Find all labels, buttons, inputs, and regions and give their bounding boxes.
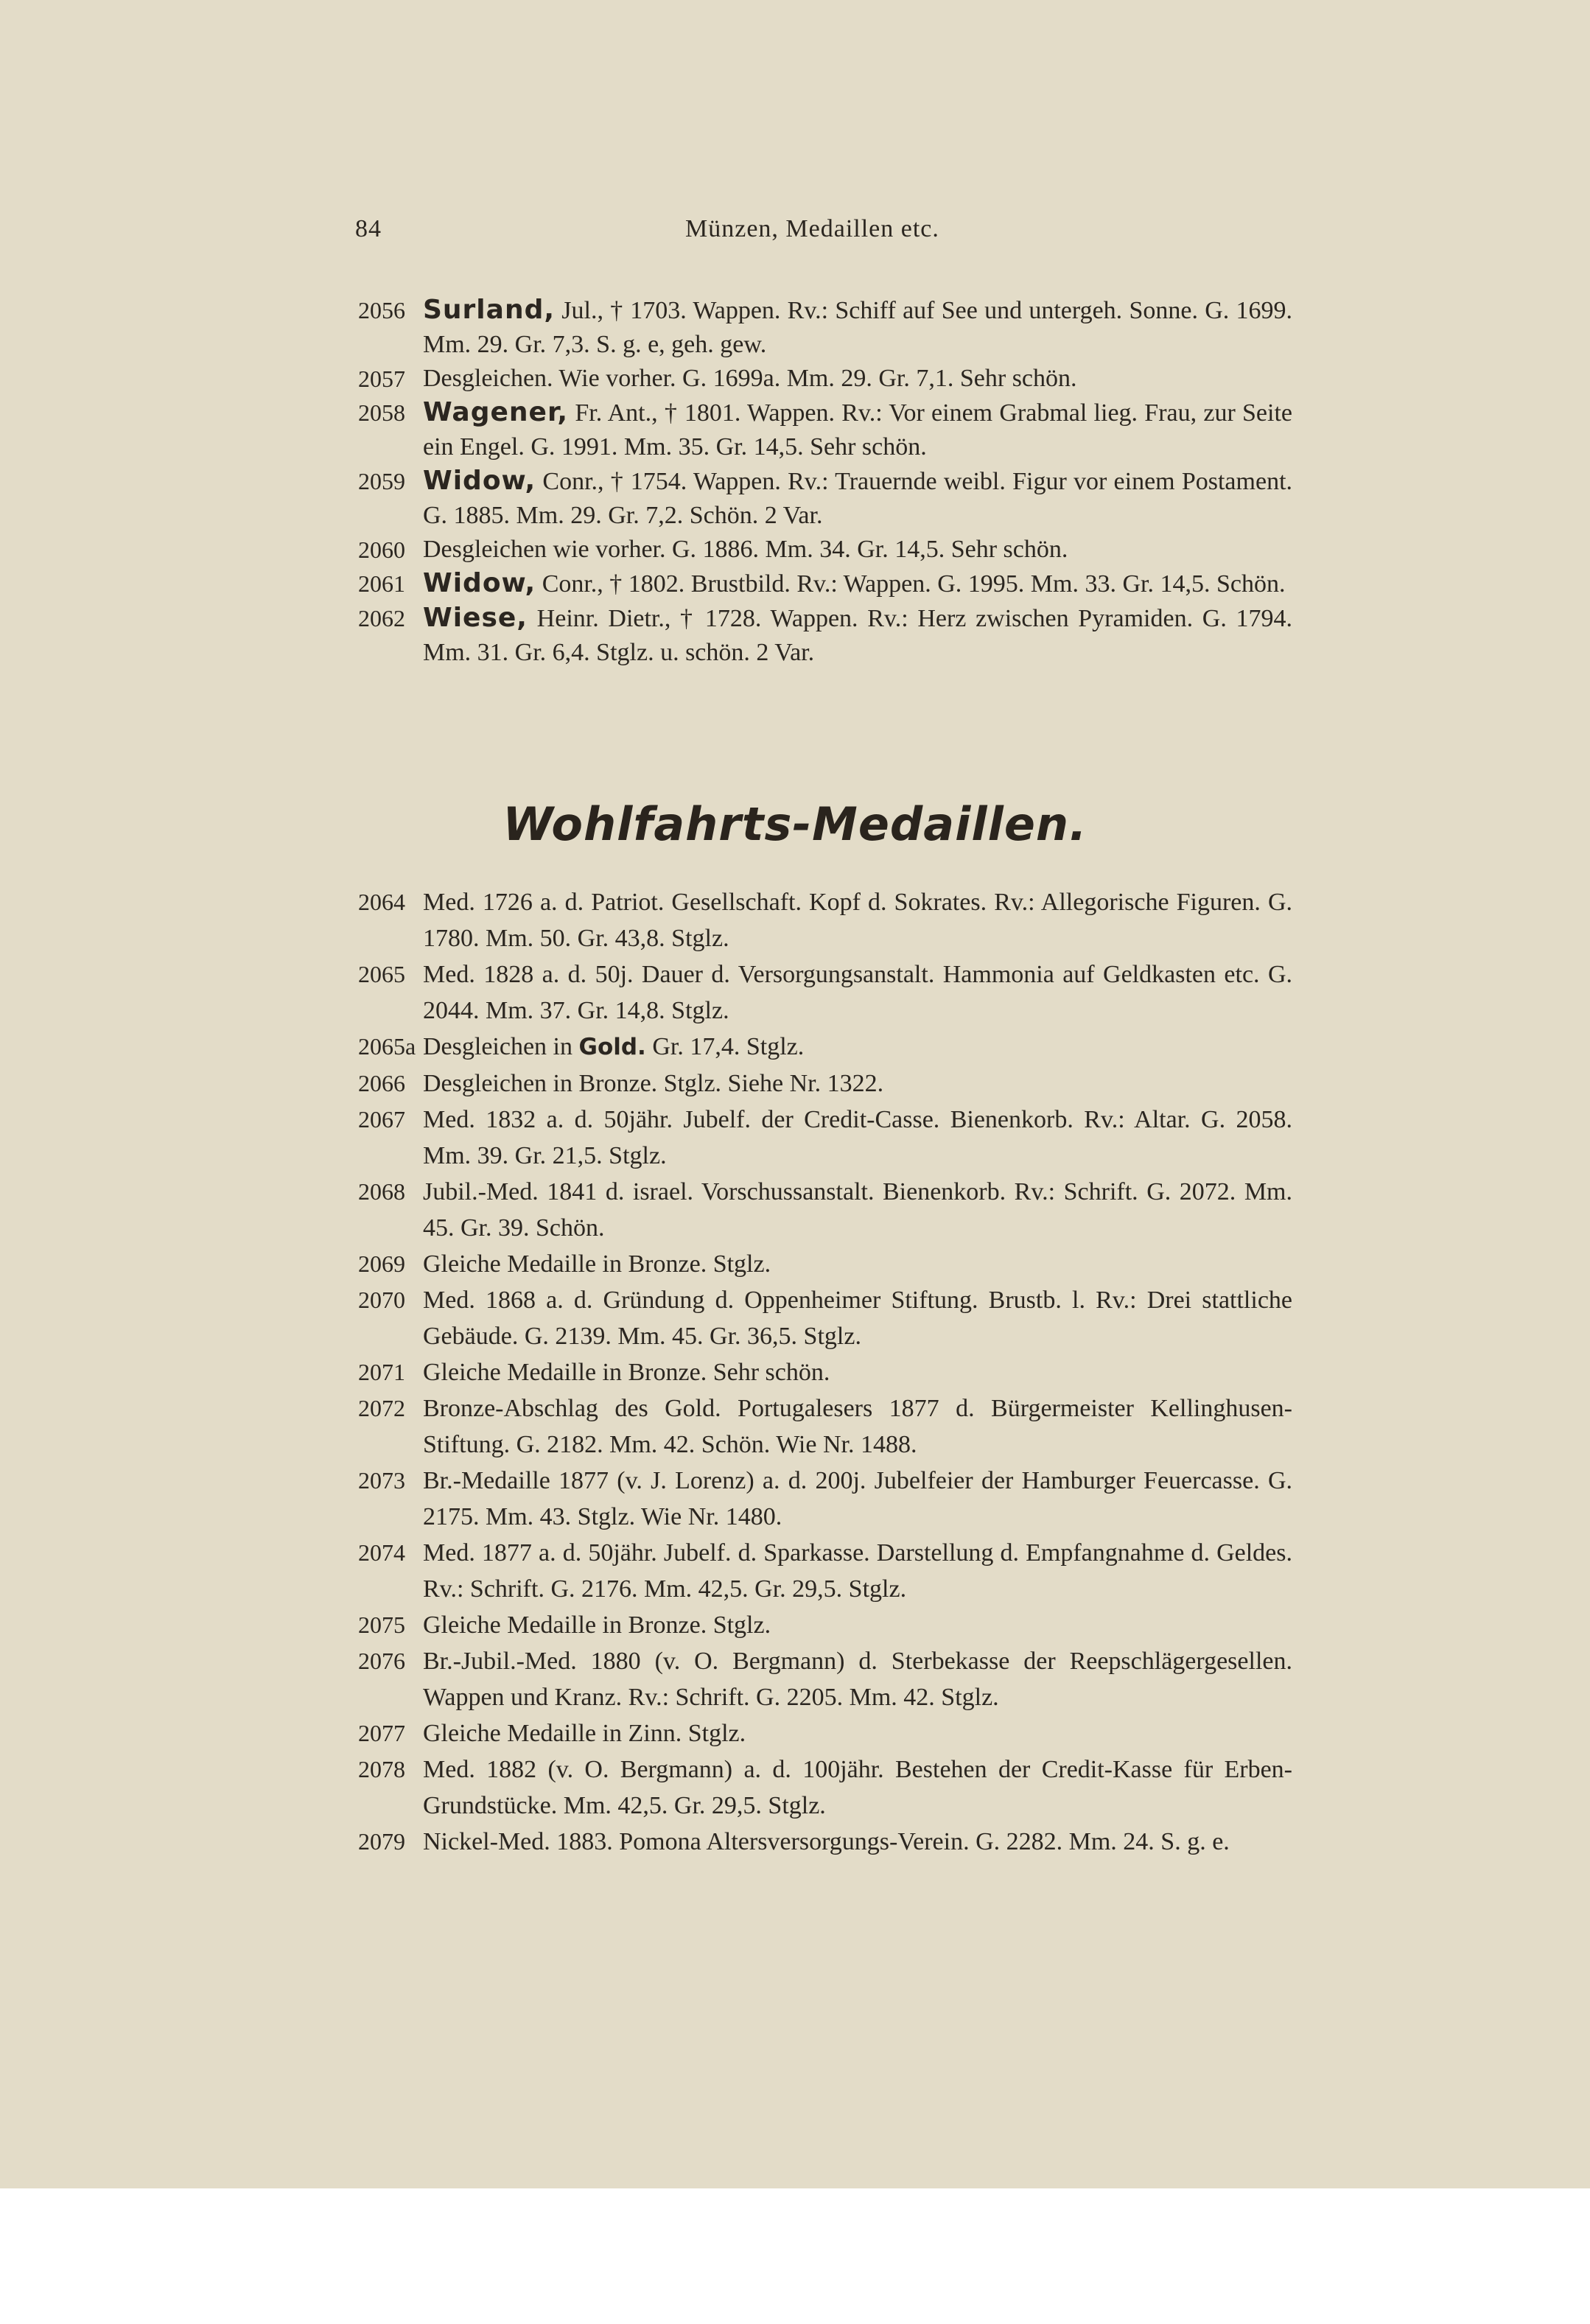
running-title: Münzen, Medaillen etc. [685,215,939,242]
entry-text: Jul., † 1703. Wappen. Rv.: Schiff auf See und untergeh. Sonne. G. 1699. Mm. 29. Gr. 7,3. S. g. e, geh. gew. [423,297,1293,358]
entry-number: 2064 [358,889,405,915]
entry-number: 2066 [358,1070,405,1096]
catalogue-entry [0,1174,1292,1246]
entry-text: Med. 1726 a. d. Patriot. Gesellschaft. Kopf d. Sokrates. Rv.: Allegorische Figuren. G. 1780. Mm. 50. Gr. 43,8. Stglz. [423,889,1292,952]
entry-number: 2071 [358,1359,405,1385]
entry-text: Nickel-Med. 1883. Pomona Altersversorgungs-Verein. G. 2282. Mm. 24. S. g. e. [423,1828,1230,1855]
entry-name: Surland, [423,295,556,325]
catalogue-entry [0,1282,1292,1354]
catalogue-entry [0,1535,1292,1607]
catalogue-entry [0,1102,1292,1174]
catalogue-entry [0,567,1292,601]
entry-number: 2060 [358,536,405,563]
entry-number: 2062 [358,605,405,631]
entry-number: 2078 [358,1756,405,1782]
catalogue-entry [0,1643,1292,1715]
catalogue-entry [0,533,1292,567]
entry-text: Desgleichen in Bronze. Stglz. Siehe Nr. 1322. [423,1070,884,1097]
entry-text: Gleiche Medaille in Bronze. Sehr schön. [423,1359,830,1386]
page-number: 84 [355,215,382,242]
catalogue-entry [0,956,1292,1029]
entry-text: Med. 1877 a. d. 50jähr. Jubelf. d. Sparkasse. Darstellung d. Empfangnahme d. Geldes. Rv.: Schrift. G. 2176. Mm. 42,5. Gr. 29,5. Stglz. [423,1539,1292,1603]
catalogue-entry [0,1824,1292,1860]
entry-number: 2065 [358,961,405,987]
catalogue-entries-bottom [0,884,1590,1860]
entry-text: Fr. Ant., † 1801. Wappen. Rv.: Vor einem Grabmal lieg. Frau, zur Seite ein Engel. G. 1991. Mm. 35. Gr. 14,5. Sehr schön. [423,399,1293,461]
entry-text: Jubil.-Med. 1841 d. israel. Vorschussanstalt. Bienenkorb. Rv.: Schrift. G. 2072. Mm. 45. Gr. 39. Schön. [423,1178,1292,1242]
entry-number: 2076 [358,1648,405,1674]
entry-text: Gleiche Medaille in Bronze. Stglz. [423,1611,771,1639]
catalogue-entry [0,293,1292,362]
catalogue-entry [0,601,1292,670]
section-heading: Wohlfahrts-Medaillen. [502,797,1088,851]
catalogue-entry [0,1607,1292,1643]
catalogue-entry [0,1246,1292,1282]
entry-text: Bronze-Abschlag des Gold. Portugalesers 1877 d. Bürgermeister Kellinghusen-Stiftung. G. 2182. Mm. 42. Schön. Wie Nr. 1488. [423,1395,1292,1458]
entry-name: Widow, [423,466,536,496]
entry-text: Med. 1882 (v. O. Bergmann) a. d. 100jähr. Bestehen der Credit-Kasse für Erben-Grundstücke. Mm. 42,5. Gr. 29,5. Stglz. [423,1756,1292,1819]
entry-number: 2068 [358,1178,405,1205]
catalogue-entry [0,1463,1292,1535]
catalogue-entry [0,1354,1292,1390]
entry-number: 2069 [358,1250,405,1277]
entry-text: Conr., † 1754. Wappen. Rv.: Trauernde weibl. Figur vor einem Postament. G. 1885. Mm. 29. Gr. 7,2. Schön. 2 Var. [423,468,1293,529]
entry-bold-word: Gold. [578,1034,646,1060]
catalogue-entries-top [0,293,1590,670]
catalogue-entry [0,1751,1292,1824]
entry-text: Desgleichen. Wie vorher. G. 1699a. Mm. 29. Gr. 7,1. Sehr schön. [423,365,1077,392]
entry-text: Gleiche Medaille in Zinn. Stglz. [423,1720,746,1747]
catalogue-entry [0,1065,1292,1102]
entry-number: 2061 [358,570,405,597]
entry-number: 2067 [358,1106,405,1133]
entry-number: 2070 [358,1287,405,1313]
entry-text: Desgleichen wie vorher. G. 1886. Mm. 34. Gr. 14,5. Sehr schön. [423,536,1068,563]
viewer-footer [0,2188,1590,2324]
entry-number: 2072 [358,1395,405,1421]
entry-text: Gleiche Medaille in Bronze. Stglz. [423,1250,771,1278]
entry-number: 2058 [358,399,405,426]
entry-number: 2073 [358,1467,405,1494]
entry-number: 2074 [358,1539,405,1566]
entry-text: Conr., † 1802. Brustbild. Rv.: Wappen. G. 1995. Mm. 33. Gr. 14,5. Schön. [542,570,1286,598]
catalogue-entry [0,1029,1292,1065]
entry-number: 2077 [358,1720,405,1746]
entry-text: Heinr. Dietr., † 1728. Wappen. Rv.: Herz zwischen Pyramiden. G. 1794. Mm. 31. Gr. 6,4. Stglz. u. schön. 2 Var. [423,605,1292,666]
catalogue-entry [0,884,1292,956]
entry-text: Med. 1828 a. d. 50j. Dauer d. Versorgungsanstalt. Hammonia auf Geldkasten etc. G. 2044. Mm. 37. Gr. 14,8. Stglz. [423,961,1292,1024]
entry-number: 2057 [358,365,405,392]
catalogue-entry [0,1390,1292,1463]
entry-number: 2059 [358,468,405,494]
entry-number: 2075 [358,1611,405,1638]
entry-name: Wiese, [423,603,528,633]
entry-text: Br.-Jubil.-Med. 1880 (v. O. Bergmann) d. Sterbekasse der Reepschlägergesellen. Wappen und Kranz. Rv.: Schrift. G. 2205. Mm. 42. Stglz. [423,1648,1292,1711]
entry-number: 2065a [358,1033,416,1060]
entry-name: Wagener, [423,397,569,427]
catalogue-entry [0,464,1292,533]
catalogue-entry [0,1715,1292,1751]
entry-text: Med. 1868 a. d. Gründung d. Oppenheimer Stiftung. Brustb. l. Rv.: Drei stattliche Gebäude. G. 2139. Mm. 45. Gr. 36,5. Stglz. [423,1287,1292,1350]
catalogue-entry [0,362,1292,396]
entry-text: Br.-Medaille 1877 (v. J. Lorenz) a. d. 200j. Jubelfeier der Hamburger Feuercasse. G. 2175. Mm. 43. Stglz. Wie Nr. 1480. [423,1467,1292,1530]
running-head [0,215,1590,252]
entry-number: 2056 [358,297,405,323]
entry-number: 2079 [358,1828,405,1855]
entry-name: Widow, [423,568,536,598]
catalogue-entry [0,396,1292,464]
entry-text: Gr. 17,4. Stglz. [645,1033,805,1060]
entry-text: Med. 1832 a. d. 50jähr. Jubelf. der Credit-Casse. Bienenkorb. Rv.: Altar. G. 2058. Mm. 39. Gr. 21,5. Stglz. [423,1106,1292,1169]
entry-text: Desgleichen in [423,1033,579,1060]
